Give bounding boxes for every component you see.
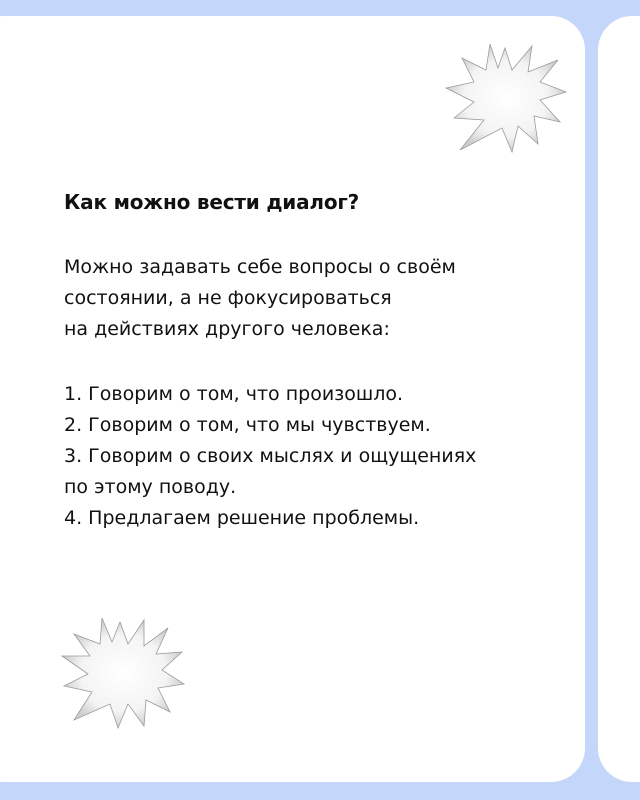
list-item [64, 410, 524, 441]
speech-burst-icon [58, 612, 188, 732]
step-line: 1. Говорим о том, что произошло. [64, 383, 404, 405]
step-line: 2. Говорим о том, что мы чувствуем. [64, 414, 431, 436]
intro-paragraph [64, 252, 524, 345]
intro-line: на действиях другого человека: [64, 318, 390, 340]
page-title: Как можно вести диалог? [64, 190, 360, 214]
list-item [64, 503, 524, 534]
next-slide-card [598, 16, 640, 782]
step-line: 4. Предлагаем решение проблемы. [64, 507, 420, 529]
intro-line: состоянии, а не фокусироваться [64, 287, 392, 309]
step-line: 3. Говорим о своих мыслях и ощущениях [64, 445, 477, 467]
steps-list [64, 379, 524, 534]
slide-content [64, 190, 524, 534]
list-item [64, 379, 524, 410]
speech-burst-icon [440, 40, 570, 160]
intro-line: Можно задавать себе вопросы о своём [64, 256, 456, 278]
list-item [64, 441, 524, 503]
step-line: по этому поводу. [64, 476, 237, 498]
